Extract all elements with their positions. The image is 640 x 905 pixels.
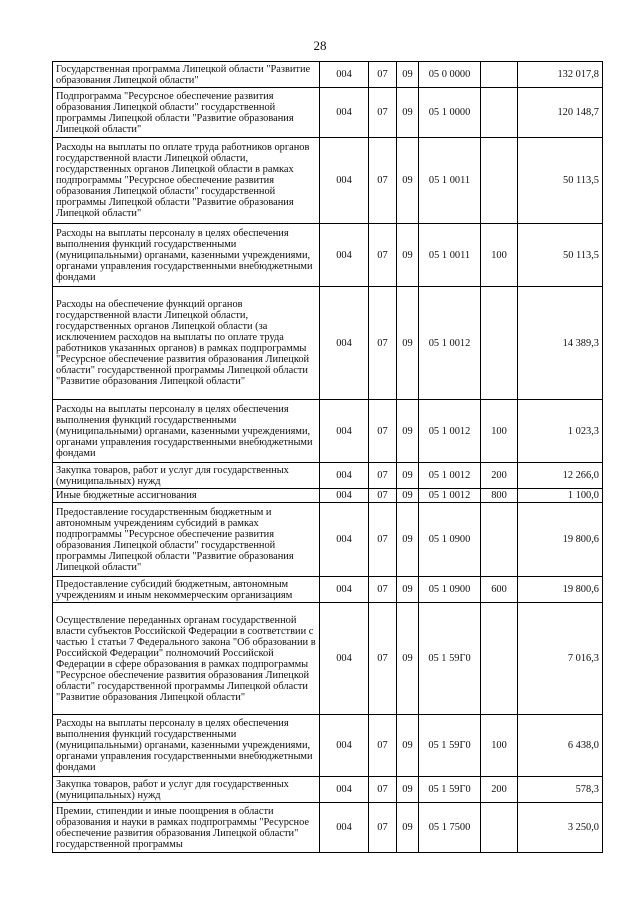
expense-type-code: 800 [481,489,518,503]
ministry-code: 004 [320,777,369,803]
table-row [53,287,603,400]
expense-type-code: 600 [481,577,518,603]
target-code: 05 1 0012 [419,463,481,489]
target-code: 05 1 59Г0 [419,715,481,777]
table-row [53,777,603,803]
ministry-code: 004 [320,715,369,777]
subsection-code: 09 [397,777,419,803]
row-name: Предоставление государственным бюджетным и автономным учреждениям субсидий в рамках подпрограммы "Ресурсное обеспечение развития образования Липецкой области" государственной программы Липецкой области "Развитие образования Липецкой области" [53,503,320,577]
row-name: Расходы на обеспечение функций органов государственной власти Липецкой области, государственных органов Липецкой области (за исключением расходов на выплаты по оплате труда работников указанных органов) в рамках подпрограммы "Ресурсное обеспечение развития образования Липецкой области" государственной программы Липецкой области "Развитие образования Липецкой области" [53,287,320,400]
subsection-code: 09 [397,224,419,287]
target-code: 05 1 0900 [419,577,481,603]
ministry-code: 004 [320,803,369,853]
ministry-code: 004 [320,463,369,489]
expense-type-code: 100 [481,400,518,463]
ministry-code: 004 [320,138,369,224]
target-code: 05 1 0011 [419,138,481,224]
row-name: Государственная программа Липецкой области "Развитие образования Липецкой области" [53,62,320,88]
expense-type-code [481,603,518,715]
ministry-code: 004 [320,603,369,715]
expense-type-code [481,62,518,88]
amount: 14 389,3 [518,287,603,400]
subsection-code: 09 [397,503,419,577]
section-code: 07 [369,287,397,400]
table-row [53,88,603,138]
amount: 120 148,7 [518,88,603,138]
amount: 50 113,5 [518,138,603,224]
section-code: 07 [369,603,397,715]
row-name: Расходы на выплаты по оплате труда работников органов государственной власти Липецкой области, государственных органов Липецкой области в рамках подпрограммы "Ресурсное обеспечение развития образования Липецкой области" государственной программы Липецкой области "Развитие образования Липецкой области" [53,138,320,224]
target-code: 05 1 7500 [419,803,481,853]
expense-type-code: 100 [481,224,518,287]
target-code: 05 1 59Г0 [419,777,481,803]
row-name: Предоставление субсидий бюджетным, автономным учреждениям и иным некоммерческим организациям [53,577,320,603]
table-row [53,62,603,88]
table-row [53,603,603,715]
row-name: Осуществление переданных органам государственной власти субъектов Российской Федерации в соответствии с частью 1 статьи 7 Федерального закона "Об образовании в Российской Федерации" полномочий Российской Федерации в сфере образования в рамках подпрограммы "Ресурсное обеспечение развития образования Липецкой области" государственной программы Липецкой области "Развитие образования Липецкой области" [53,603,320,715]
row-name: Расходы на выплаты персоналу в целях обеспечения выполнения функций государственными (муниципальными) органами, казенными учреждениями, органами управления государственными внебюджетными фондами [53,715,320,777]
table-row [53,803,603,853]
ministry-code: 004 [320,489,369,503]
table-row [53,715,603,777]
subsection-code: 09 [397,138,419,224]
target-code: 05 1 59Г0 [419,603,481,715]
amount: 578,3 [518,777,603,803]
section-code: 07 [369,577,397,603]
target-code: 05 1 0012 [419,489,481,503]
section-code: 07 [369,88,397,138]
subsection-code: 09 [397,603,419,715]
table-row [53,400,603,463]
row-name: Премии, стипендии и иные поощрения в области образования и науки в рамках подпрограммы "Ресурсное обеспечение развития образования Липецкой области" государственной программы [53,803,320,853]
section-code: 07 [369,803,397,853]
subsection-code: 09 [397,287,419,400]
ministry-code: 004 [320,503,369,577]
ministry-code: 004 [320,224,369,287]
expense-type-code [481,803,518,853]
expense-type-code [481,503,518,577]
section-code: 07 [369,503,397,577]
row-name: Подпрограмма "Ресурсное обеспечение развития образования Липецкой области" государственной программы Липецкой области "Развитие образования Липецкой области" [53,88,320,138]
subsection-code: 09 [397,400,419,463]
expense-type-code [481,138,518,224]
amount: 3 250,0 [518,803,603,853]
expense-type-code [481,287,518,400]
expense-type-code: 200 [481,463,518,489]
table-row [53,489,603,503]
section-code: 07 [369,224,397,287]
target-code: 05 1 0012 [419,400,481,463]
row-name: Расходы на выплаты персоналу в целях обеспечения выполнения функций государственными (муниципальными) органами, казенными учреждениями, органами управления государственными внебюджетными фондами [53,224,320,287]
row-name: Иные бюджетные ассигнования [53,489,320,503]
section-code: 07 [369,138,397,224]
section-code: 07 [369,400,397,463]
ministry-code: 004 [320,287,369,400]
section-code: 07 [369,777,397,803]
ministry-code: 004 [320,88,369,138]
subsection-code: 09 [397,715,419,777]
ministry-code: 004 [320,577,369,603]
ministry-code: 004 [320,400,369,463]
amount: 1 100,0 [518,489,603,503]
amount: 6 438,0 [518,715,603,777]
row-name: Закупка товаров, работ и услуг для государственных (муниципальных) нужд [53,463,320,489]
amount: 19 800,6 [518,503,603,577]
section-code: 07 [369,463,397,489]
subsection-code: 09 [397,62,419,88]
amount: 1 023,3 [518,400,603,463]
table-row [53,577,603,603]
row-name: Расходы на выплаты персоналу в целях обеспечения выполнения функций государственными (муниципальными) органами, казенными учреждениями, органами управления государственными внебюджетными фондами [53,400,320,463]
amount: 50 113,5 [518,224,603,287]
amount: 12 266,0 [518,463,603,489]
amount: 19 800,6 [518,577,603,603]
subsection-code: 09 [397,88,419,138]
page-number: 28 [313,38,327,53]
target-code: 05 0 0000 [419,62,481,88]
ministry-code: 004 [320,62,369,88]
section-code: 07 [369,62,397,88]
subsection-code: 09 [397,489,419,503]
section-code: 07 [369,715,397,777]
target-code: 05 1 0000 [419,88,481,138]
target-code: 05 1 0900 [419,503,481,577]
amount: 7 016,3 [518,603,603,715]
expense-type-code: 100 [481,715,518,777]
section-code: 07 [369,489,397,503]
table-row [53,503,603,577]
target-code: 05 1 0012 [419,287,481,400]
amount: 132 017,8 [518,62,603,88]
table-row [53,224,603,287]
expense-type-code [481,88,518,138]
table-row [53,138,603,224]
budget-table [52,61,603,853]
subsection-code: 09 [397,463,419,489]
subsection-code: 09 [397,803,419,853]
target-code: 05 1 0011 [419,224,481,287]
table-row [53,463,603,489]
row-name: Закупка товаров, работ и услуг для государственных (муниципальных) нужд [53,777,320,803]
subsection-code: 09 [397,577,419,603]
expense-type-code: 200 [481,777,518,803]
budget-table-body [53,62,603,853]
